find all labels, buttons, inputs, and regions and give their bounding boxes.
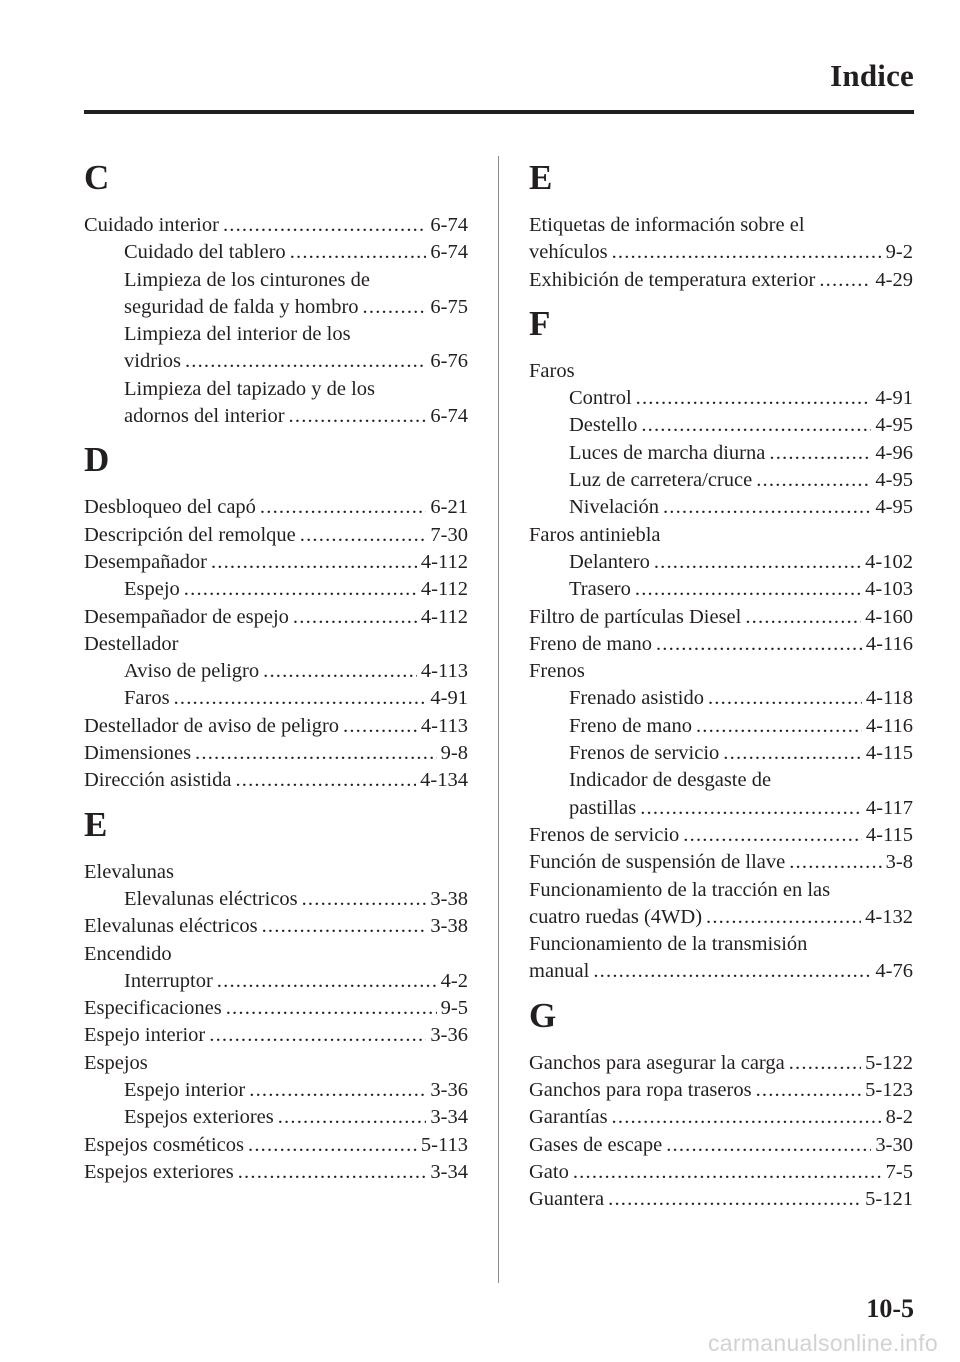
entry-term: Funcionamiento de la transmisión xyxy=(529,933,808,956)
index-entry xyxy=(529,467,913,494)
entry-page-ref: 6-74 xyxy=(430,241,468,264)
entry-page-ref: 7-5 xyxy=(885,1160,913,1183)
dot-leader xyxy=(185,348,426,375)
entry-term: Espejos exteriores xyxy=(84,1160,234,1183)
index-entry xyxy=(529,358,913,385)
entry-page-ref: 3-34 xyxy=(430,1106,468,1129)
entry-term: Frenos xyxy=(529,660,585,683)
entry-term: cuatro ruedas (4WD) xyxy=(529,905,703,928)
dot-leader xyxy=(235,767,416,794)
index-entry xyxy=(84,348,468,375)
index-entry xyxy=(84,604,468,631)
entry-page-ref: 4-91 xyxy=(875,387,913,410)
entry-term: Freno de mano xyxy=(529,632,652,655)
index-entry xyxy=(529,822,913,849)
index-entry xyxy=(84,494,468,521)
entry-page-ref: 4-96 xyxy=(875,441,913,464)
entry-term: Destellador de aviso de peligro xyxy=(84,714,340,737)
dot-leader xyxy=(363,294,427,321)
dot-leader xyxy=(278,1104,427,1131)
dot-leader xyxy=(248,1132,417,1159)
entry-term: Frenado asistido xyxy=(569,687,704,710)
index-entry xyxy=(84,995,468,1022)
dot-leader xyxy=(593,958,871,985)
entry-term: Garantías xyxy=(529,1106,608,1129)
dot-leader xyxy=(211,549,417,576)
entry-term: Espejo xyxy=(124,578,180,601)
entry-term: Trasero xyxy=(569,578,631,601)
entry-page-ref: 9-2 xyxy=(885,241,913,264)
dot-leader xyxy=(290,239,427,266)
page-number: 10-5 xyxy=(866,1294,914,1323)
entry-term: Control xyxy=(569,387,632,410)
index-entry xyxy=(529,385,913,412)
dot-leader xyxy=(636,385,872,412)
entry-term: Limpieza del tapizado y de los xyxy=(124,377,376,400)
dot-leader xyxy=(209,1022,426,1049)
dot-leader xyxy=(663,494,871,521)
index-entry xyxy=(529,685,913,712)
dot-leader xyxy=(343,713,417,740)
dot-leader xyxy=(756,1077,862,1104)
index-entry xyxy=(84,1159,468,1186)
section-letter: D xyxy=(84,440,110,480)
dot-leader xyxy=(654,549,861,576)
index-entry xyxy=(529,267,913,294)
entry-page-ref: 5-122 xyxy=(865,1051,913,1074)
entry-page-ref: 4-116 xyxy=(865,714,913,737)
index-entry xyxy=(84,968,468,995)
entry-page-ref: 4-112 xyxy=(420,578,468,601)
dot-leader xyxy=(262,913,427,940)
entry-page-ref: 5-113 xyxy=(420,1133,468,1156)
entry-term: Luces de marcha diurna xyxy=(569,441,766,464)
entry-term: Dirección asistida xyxy=(84,769,232,792)
entry-page-ref: 6-75 xyxy=(430,295,468,318)
entry-term: Guantera xyxy=(529,1188,605,1211)
entry-page-ref: 4-115 xyxy=(865,823,913,846)
entry-term: manual xyxy=(529,960,590,983)
index-section xyxy=(529,996,913,1214)
dot-leader xyxy=(195,740,437,767)
index-entry xyxy=(529,658,913,685)
entry-page-ref: 6-21 xyxy=(430,496,468,519)
entry-page-ref: 4-112 xyxy=(420,550,468,573)
dot-leader xyxy=(756,467,871,494)
index-entry xyxy=(84,294,468,321)
dot-leader xyxy=(174,685,427,712)
index-entry xyxy=(529,713,913,740)
index-entry xyxy=(84,1022,468,1049)
dot-leader xyxy=(217,968,437,995)
entry-term: Indicador de desgaste de xyxy=(569,769,772,792)
index-entry xyxy=(529,958,913,985)
index-entry xyxy=(529,494,913,521)
entry-term: Frenos de servicio xyxy=(569,742,720,765)
dot-leader xyxy=(666,1132,871,1159)
index-entry xyxy=(529,1186,913,1213)
index-entry xyxy=(84,1050,468,1077)
index-entry xyxy=(84,713,468,740)
index-entry xyxy=(84,1104,468,1131)
entry-term: Desbloqueo del capó xyxy=(84,496,256,519)
entry-term: Desempañador de espejo xyxy=(84,605,289,628)
index-entry xyxy=(529,212,913,239)
index-section xyxy=(529,158,913,294)
entry-term: Luz de carretera/cruce xyxy=(569,469,753,492)
entry-term: Dimensiones xyxy=(84,742,192,765)
dot-leader xyxy=(184,576,417,603)
page-header-title: Indice xyxy=(830,58,914,93)
index-entry xyxy=(529,576,913,603)
dot-leader xyxy=(819,267,871,294)
entry-term: Elevalunas eléctricos xyxy=(84,915,258,938)
entry-term: Faros antiniebla xyxy=(529,523,661,546)
entry-term: Especificaciones xyxy=(84,997,222,1020)
entry-term: Limpieza del interior de los xyxy=(124,323,351,346)
dot-leader xyxy=(683,822,862,849)
entry-page-ref: 4-2 xyxy=(440,969,468,992)
dot-leader xyxy=(789,849,881,876)
dot-leader xyxy=(745,604,861,631)
dot-leader xyxy=(573,1159,882,1186)
index-entry xyxy=(84,631,468,658)
index-entry xyxy=(84,941,468,968)
index-entry xyxy=(84,267,468,294)
index-entry xyxy=(84,1077,468,1104)
entry-term: Exhibición de temperatura exterior xyxy=(529,268,816,291)
index-entry xyxy=(84,321,468,348)
dot-leader xyxy=(238,1159,427,1186)
header-rule xyxy=(84,110,914,114)
entry-term: Función de suspensión de llave xyxy=(529,851,786,874)
entry-term: Cuidado interior xyxy=(84,214,219,236)
dot-leader xyxy=(300,522,427,549)
column-divider xyxy=(498,156,499,1283)
entry-page-ref: 3-30 xyxy=(875,1133,913,1156)
entry-term: Filtro de partículas Diesel xyxy=(529,605,742,628)
entry-term: Elevalunas eléctricos xyxy=(124,887,298,910)
entry-term: adornos del interior xyxy=(124,405,285,428)
dot-leader xyxy=(723,740,862,767)
index-entry xyxy=(529,904,913,931)
entry-page-ref: 4-76 xyxy=(875,960,913,983)
index-entry xyxy=(529,740,913,767)
index-entry xyxy=(529,849,913,876)
index-entry xyxy=(84,685,468,712)
index-section xyxy=(84,158,468,430)
entry-term: Espejos cosméticos xyxy=(84,1133,244,1156)
dot-leader xyxy=(635,576,861,603)
entry-term: Destello xyxy=(569,414,638,437)
index-section xyxy=(529,304,913,986)
index-entry xyxy=(84,740,468,767)
dot-leader xyxy=(789,1050,861,1077)
index-entry xyxy=(529,767,913,794)
index-entry xyxy=(84,376,468,403)
entry-page-ref: 8-2 xyxy=(885,1106,913,1129)
entry-page-ref: 5-121 xyxy=(865,1188,913,1211)
entry-term: Etiquetas de información sobre el xyxy=(529,214,805,236)
index-entry xyxy=(84,1132,468,1159)
entry-term: Espejo interior xyxy=(124,1079,246,1102)
entry-page-ref: 3-34 xyxy=(430,1160,468,1183)
dot-leader xyxy=(612,1104,882,1131)
entry-page-ref: 9-8 xyxy=(440,742,468,765)
dot-leader xyxy=(612,239,882,266)
entry-page-ref: 4-112 xyxy=(420,605,468,628)
entry-term: Descripción del remolque xyxy=(84,523,296,546)
dot-leader xyxy=(226,995,437,1022)
index-entry xyxy=(84,212,468,239)
entry-page-ref: 4-134 xyxy=(420,769,468,792)
dot-leader xyxy=(708,685,862,712)
entry-page-ref: 9-5 xyxy=(440,997,468,1020)
index-entry xyxy=(529,522,913,549)
entry-term: Faros xyxy=(529,359,575,382)
entry-term: Delantero xyxy=(569,550,650,573)
dot-leader xyxy=(640,795,862,822)
dot-leader xyxy=(641,412,871,439)
section-letter: G xyxy=(529,995,557,1035)
entry-term: Espejos xyxy=(84,1051,148,1074)
entry-page-ref: 4-113 xyxy=(420,660,468,683)
entry-term: Nivelación xyxy=(569,496,659,519)
entry-term: Cuidado del tablero xyxy=(124,241,286,264)
entry-page-ref: 4-116 xyxy=(865,632,913,655)
index-entry xyxy=(84,658,468,685)
entry-page-ref: 3-36 xyxy=(430,1024,468,1047)
index-entry xyxy=(84,576,468,603)
entry-term: Funcionamiento de la tracción en las xyxy=(529,878,831,901)
entry-term: Ganchos para ropa traseros xyxy=(529,1079,752,1102)
entry-term: Freno de mano xyxy=(569,714,692,737)
dot-leader xyxy=(608,1186,861,1213)
entry-page-ref: 4-95 xyxy=(875,496,913,519)
watermark: carmanualsonline.info xyxy=(707,1330,938,1356)
dot-leader xyxy=(263,658,417,685)
entry-page-ref: 4-160 xyxy=(865,605,913,628)
index-entry xyxy=(529,549,913,576)
entry-page-ref: 3-38 xyxy=(430,915,468,938)
entry-page-ref: 3-38 xyxy=(430,887,468,910)
index-entry xyxy=(529,877,913,904)
index-entry xyxy=(529,1050,913,1077)
index-entry xyxy=(529,1159,913,1186)
dot-leader xyxy=(289,403,427,430)
entry-page-ref: 7-30 xyxy=(430,523,468,546)
entry-term: pastillas xyxy=(569,796,637,819)
dot-leader xyxy=(656,631,862,658)
entry-term: vidrios xyxy=(124,350,181,373)
index-entry xyxy=(529,412,913,439)
entry-page-ref: 4-113 xyxy=(420,714,468,737)
index-entry xyxy=(529,1104,913,1131)
section-letter: E xyxy=(529,158,553,197)
entry-term: Espejo interior xyxy=(84,1024,206,1047)
index-section xyxy=(84,805,468,1187)
entry-term: Espejos exteriores xyxy=(124,1106,274,1129)
entry-term: Faros xyxy=(124,687,170,710)
index-entry xyxy=(529,1132,913,1159)
index-entry xyxy=(529,440,913,467)
entry-term: Frenos de servicio xyxy=(529,823,680,846)
index-left-column xyxy=(84,158,468,1186)
entry-term: Interruptor xyxy=(124,969,213,992)
entry-page-ref: 4-103 xyxy=(865,578,913,601)
entry-term: vehículos xyxy=(529,241,608,264)
entry-term: Desempañador xyxy=(84,550,207,573)
index-section xyxy=(84,440,468,794)
index-entry xyxy=(529,239,913,266)
entry-term: Ganchos para asegurar la carga xyxy=(529,1051,785,1074)
entry-term: Gases de escape xyxy=(529,1133,663,1156)
index-entry xyxy=(529,631,913,658)
index-entry xyxy=(84,239,468,266)
entry-page-ref: 6-76 xyxy=(430,350,468,373)
index-entry xyxy=(84,913,468,940)
dot-leader xyxy=(696,713,862,740)
entry-page-ref: 3-36 xyxy=(430,1079,468,1102)
entry-term: Limpieza de los cinturones de xyxy=(124,268,370,291)
entry-page-ref: 3-8 xyxy=(885,851,913,874)
entry-term: Destellador xyxy=(84,632,179,655)
index-entry xyxy=(84,522,468,549)
index-entry xyxy=(84,549,468,576)
entry-term: Gato xyxy=(529,1160,569,1183)
entry-page-ref: 4-95 xyxy=(875,414,913,437)
entry-page-ref: 4-117 xyxy=(865,796,913,819)
index-entry xyxy=(529,1077,913,1104)
dot-leader xyxy=(706,904,861,931)
index-entry xyxy=(84,886,468,913)
entry-page-ref: 4-115 xyxy=(865,742,913,765)
entry-term: Aviso de peligro xyxy=(124,660,260,683)
index-entry xyxy=(529,795,913,822)
entry-page-ref: 6-74 xyxy=(430,405,468,428)
entry-page-ref: 4-91 xyxy=(430,687,468,710)
dot-leader xyxy=(302,886,427,913)
dot-leader xyxy=(260,494,427,521)
index-entry xyxy=(84,403,468,430)
section-letter: F xyxy=(529,303,551,343)
entry-term: Elevalunas xyxy=(84,860,174,883)
dot-leader xyxy=(293,604,417,631)
section-letter: C xyxy=(84,158,110,197)
entry-term: seguridad de falda y hombro xyxy=(124,295,359,318)
entry-page-ref: 6-74 xyxy=(430,214,468,236)
index-right-column xyxy=(529,158,913,1214)
entry-page-ref: 4-132 xyxy=(865,905,913,928)
section-letter: E xyxy=(84,804,108,844)
index-entry xyxy=(84,767,468,794)
dot-leader xyxy=(223,212,426,239)
dot-leader xyxy=(249,1077,426,1104)
entry-page-ref: 4-29 xyxy=(875,268,913,291)
entry-page-ref: 5-123 xyxy=(865,1079,913,1102)
index-entry xyxy=(84,859,468,886)
entry-page-ref: 4-95 xyxy=(875,469,913,492)
index-entry xyxy=(529,604,913,631)
entry-page-ref: 4-102 xyxy=(865,550,913,573)
entry-page-ref: 4-118 xyxy=(865,687,913,710)
entry-term: Encendido xyxy=(84,942,172,965)
dot-leader xyxy=(769,440,871,467)
index-entry xyxy=(529,931,913,958)
